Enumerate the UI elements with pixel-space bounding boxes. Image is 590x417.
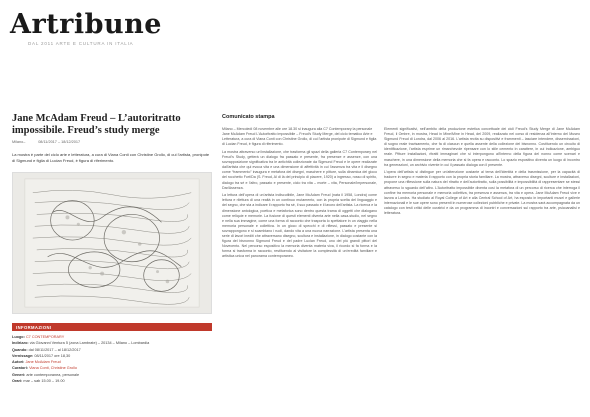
- press-release-lead: Milano – Mercoledì 08 novembre alle ore 18.30 si inaugura alla C7 Contemporary la personale Jane McAdam Freud L’Autoritratto impossibile – Freud’s Study Merge, del ciclo tematico Arte e Letteratura, a cura di Viana Conti con Christine Grollo, di cui l’artista pronipote di Sigmund e figlia di Lucian Freud, è figura di riferimento.: [222, 127, 377, 146]
- info-row-vernissage: Vernissage: 08/11/2017 ore 18,30: [12, 353, 71, 358]
- info-row-curatori: Curatori: Viana Conti, Christine Grollo: [12, 366, 77, 371]
- info-row-luogo: Luogo: C7 CONTEMPORARY: [12, 335, 65, 339]
- press-release-column-right: [384, 127, 580, 219]
- curator-link[interactable]: Viana Conti, Christine Grollo: [29, 366, 77, 371]
- article-dates: 08/11/2017 – 18/12/2017: [38, 140, 81, 144]
- site-header: [10, 10, 190, 62]
- press-paragraph: La lettura dell’opera di un’artista indiscutibile, Jane McAdam Freud (nata il 1958, Londra) come lettura e rilettura di una realtà in un continuo mutamento, con la propria scelta del linguaggio e del segno, che sta a indicare il rapporto fra sé, il suo passato e il lavoro dell’artista. La ricerca e la dimensione antologica, poetica e metaforica sono dentro questa trama di oggetti che dialogano come reliquie e memorie. La fusione di questi elementi diventa arte nella casa-studio, nel segno e nella sua immagine, come una forma di racconto che trasporta lo spettatore in un viaggio nella memoria personale e collettiva. In un gioco di specchi e di riflessi, passato e presente si sovrappongono e si scambiano i ruoli, dando vita a una nuova narrazione. L’artista presenta una serie di lavori inediti che attraversano disegno, scultura e installazione, in dialogo costante con la figura del bisnonno Sigmund Freud e del padre Lucian Freud, uno dei più grandi pittori del Novecento. Nel percorso espositivo la memoria diventa materia viva, il ricordo si fa forma e la forma si trasforma in racconto, restituendo al visitatore la complessità di un’eredità familiare e artistica unica nel panorama contemporaneo.: [222, 193, 377, 259]
- article-city: Milano: [12, 140, 24, 144]
- info-row-autori: Autori: Jane McAdam Freud: [12, 360, 61, 365]
- artwork-image[interactable]: [12, 172, 212, 314]
- info-section-header: INFORMAZIONI: [12, 323, 212, 331]
- info-row-orari: Orari: mar – sab 15.00 – 19.00: [12, 379, 65, 384]
- article-title: Jane McAdam Freud – L’autoritratto impossibile. Freud’s study merge: [12, 113, 181, 136]
- artwork-drawing: [13, 173, 211, 313]
- article-meta: Milano– 08/11/2017 – 18/12/2017: [12, 140, 81, 144]
- site-tagline: DAL 2011 ARTE E CULTURA IN ITALIA: [28, 41, 134, 46]
- author-link[interactable]: Jane McAdam Freud: [25, 360, 61, 365]
- press-paragraph: La mostra attraverso un’installazione, che trasforma gli spazi della galleria C7 Contemporary nel Freud’s Study, getterà un dialogo fra passato e presente, fra presenze e assenze, con una sovrapposizione significativa tra le antichità collezionate da Sigmund Freud e le opere realizzate dall’artista che qui evoca vita e una dimensione di affettività in cui l’assenza tra vita e il disegno come “frammento” inaugura e metafora dei disegni, maschere e pitture, sulla dinamica del gioco del rocchetto Fort/Da (S. Freud, Al di là del principio di piacere, 1920) a ingresso, rosso di spirito, dialogo tra sé e l’altro, passato e presente, ciclo tra vita – morte – vita, Personale/Impersonale, Dar/Assenza.: [222, 150, 377, 190]
- press-release-heading: Comunicato stampa: [222, 114, 275, 120]
- info-row-indirizzo: Indirizzo: via Giovanni Ventura 5 (zona Lambrate) – 20134 – Milano – Lombardia: [12, 341, 150, 346]
- venue-link[interactable]: C7 CONTEMPORARY: [25, 335, 65, 339]
- press-paragraph: L’opera dell’artista si distingue per un’attenzione costante al tema dell’identità e della trasmissione, per la capacità di tradurre in segno e materia il rapporto con la propria storia familiare. La mostra, attraverso disegni, sculture e installazioni, propone una riflessione sulla natura del ritratto e dell’autoritratto, sulla possibilità e impossibilità di rappresentare se stessi attraverso lo sguardo dell’altro. L’Autoritratto impossibile diventa così la metafora di un percorso di ricerca che interroga il confine tra memoria personale e memoria collettiva, tra presenza e assenza, tra vita e opera. Jane McAdam Freud vive e lavora a Londra. Ha studiato al Royal College of Art e alla Central School of Art, ha esposto in importanti musei e gallerie internazionali e le sue opere sono presenti in numerose collezioni pubbliche e private. La mostra sarà accompagnata da un catalogo con testi critici delle curatrici e da un programma di incontri e conversazioni sul rapporto tra arte, psicoanalisi e letteratura.: [384, 170, 580, 215]
- site-logo[interactable]: Artribune: [10, 9, 162, 40]
- article-intro: La mostra è parte del ciclo arte e letteratura, a cura di Viana Conti con Christine Grollo, di cui l’artista, pronipote di Sigmund e figlia di Lucian Freud, è figura di riferimento.: [12, 152, 210, 163]
- press-release-column-middle: [222, 150, 377, 262]
- info-row-generi: Generi: arte contemporanea, personale: [12, 372, 80, 377]
- info-row-quando: Quando: dal 08/11/2017 – al 18/12/2017: [12, 347, 81, 352]
- info-section: [12, 334, 212, 384]
- press-paragraph: Elementi significativi, nell’ambito della produzione estetica concettuale dei cicli Freud’s Study Merge di Jane McAdam Freud, il Ombre, in mostra, Head in Mine/Mine in Head, del 2009, realizzato nel corso di residenza all’interno del Museo Sigmund Freud di Londra, dal 2006 al 2016. L’artista recita su dispositivi e frammenti – lasciare intendere, disseminazioni, di sogno reale travisamento, che fa di ciascun e quella assente della collezione del bisnonno. Costituendo un circuito di identificazione, l’artista esprime un rimarchevole ripensare con lo stile cemento in carattere, in cui indicazione, ambiguo reale. Pitture installazioni, ritratti immaginari che si interpongono all’interno della figura del nonno come scenari e maschere, in una dimensione della memoria che si fa opera e racconto. Lo spazio espositivo diventa un luogo di incontro tra generazioni, un archivio vivente in cui il passato dialoga con il presente.: [384, 127, 580, 167]
